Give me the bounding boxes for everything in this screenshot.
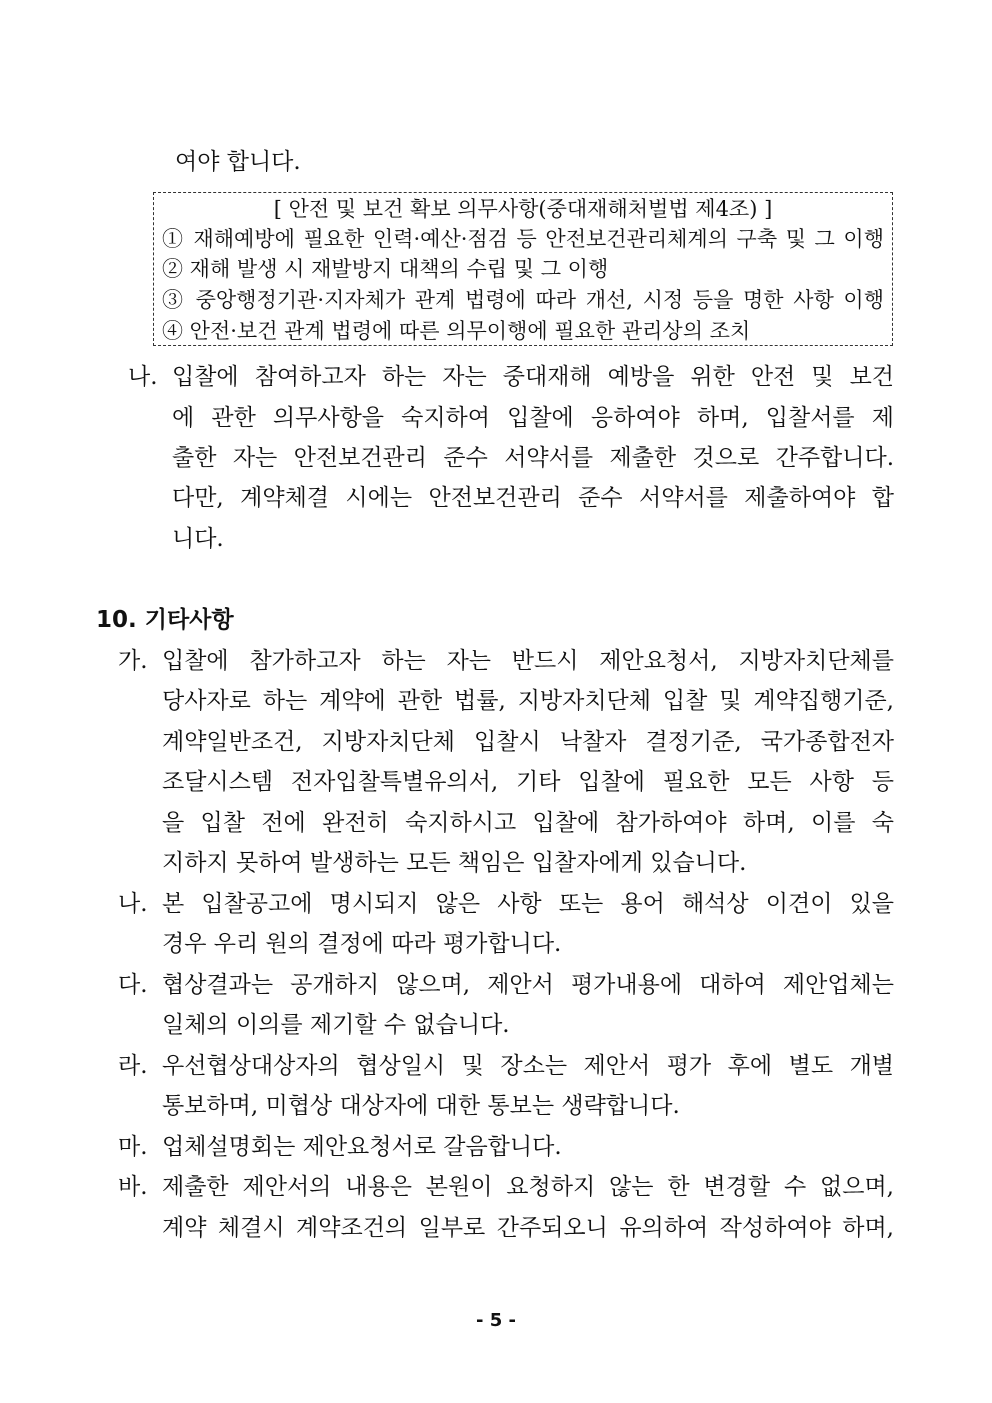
section-title: 10. 기타사항: [96, 607, 234, 633]
item-line: 협상결과는 공개하지 않으며, 제안서 평가내용에 대하여 제안업체는: [162, 972, 894, 998]
para-line-4: 다만, 계약체결 시에는 안전보건관리 준수 서약서를 제출하여야 합: [172, 485, 894, 511]
item-line: 제출한 제안서의 내용은 본원이 요청하지 않는 한 변경할 수 없으며,: [162, 1174, 894, 1200]
safety-duties-box: [153, 192, 893, 346]
box-item-3: ③ 중앙행정기관·지자체가 관계 법령에 따라 개선, 시정 등을 명한 사항 이행: [162, 288, 884, 312]
item-line: 경우 우리 원의 결정에 따라 평가합니다.: [162, 931, 562, 957]
item-line: 조달시스템 전자입찰특별유의서, 기타 입찰에 필요한 모든 사항 등: [162, 769, 894, 795]
box-title: [ 안전 및 보건 확보 의무사항(중대재해처벌법 제4조) ]: [273, 197, 773, 221]
para-line-5: 니다.: [172, 526, 224, 552]
item-line: 계약 체결시 계약조건의 일부로 간주되오니 유의하여 작성하여야 하며,: [162, 1215, 894, 1241]
item-label: 바.: [118, 1174, 148, 1200]
item-label: 나.: [118, 891, 148, 917]
item-line: 지하지 못하여 발생하는 모든 책임은 입찰자에게 있습니다.: [162, 850, 747, 876]
page-number: - 5 -: [476, 1310, 516, 1331]
box-item-4: ④ 안전·보건 관계 법령에 따른 의무이행에 필요한 관리상의 조치: [162, 319, 751, 343]
para-line-3: 출한 자는 안전보건관리 준수 서약서를 제출한 것으로 간주합니다.: [172, 445, 894, 471]
para-line-1: 입찰에 참여하고자 하는 자는 중대재해 예방을 위한 안전 및 보건: [172, 364, 894, 390]
item-label: 가.: [118, 648, 148, 674]
para-line-2: 에 관한 의무사항을 숙지하여 입찰에 응하여야 하며, 입찰서를 제: [172, 405, 894, 431]
item-line: 입찰에 참가하고자 하는 자는 반드시 제안요청서, 지방자치단체를: [162, 648, 894, 674]
box-item-1: ① 재해예방에 필요한 인력·예산·점검 등 안전보건관리체계의 구축 및 그 이행: [162, 227, 884, 251]
para-label: 나.: [128, 364, 158, 390]
item-label: 라.: [118, 1053, 148, 1079]
item-line: 계약일반조건, 지방자치단체 입찰시 낙찰자 결정기준, 국가종합전자: [162, 729, 894, 755]
item-label: 다.: [118, 972, 148, 998]
box-item-2: ② 재해 발생 시 재발방지 대책의 수립 및 그 이행: [162, 257, 609, 281]
item-line: 통보하며, 미협상 대상자에 대한 통보는 생략합니다.: [162, 1093, 680, 1119]
item-line: 일체의 이의를 제기할 수 없습니다.: [162, 1012, 510, 1038]
intro-tail-text: 여야 합니다.: [175, 149, 301, 175]
item-label: 마.: [118, 1134, 148, 1160]
item-line: 본 입찰공고에 명시되지 않은 사항 또는 용어 해석상 이견이 있을: [162, 891, 894, 917]
item-line: 당사자로 하는 계약에 관한 법률, 지방자치단체 입찰 및 계약집행기준,: [162, 688, 894, 714]
item-line: 우선협상대상자의 협상일시 및 장소는 제안서 평가 후에 별도 개별: [162, 1053, 894, 1079]
item-line: 업체설명회는 제안요청서로 갈음합니다.: [162, 1134, 562, 1160]
item-line: 을 입찰 전에 완전히 숙지하시고 입찰에 참가하여야 하며, 이를 숙: [162, 810, 894, 836]
